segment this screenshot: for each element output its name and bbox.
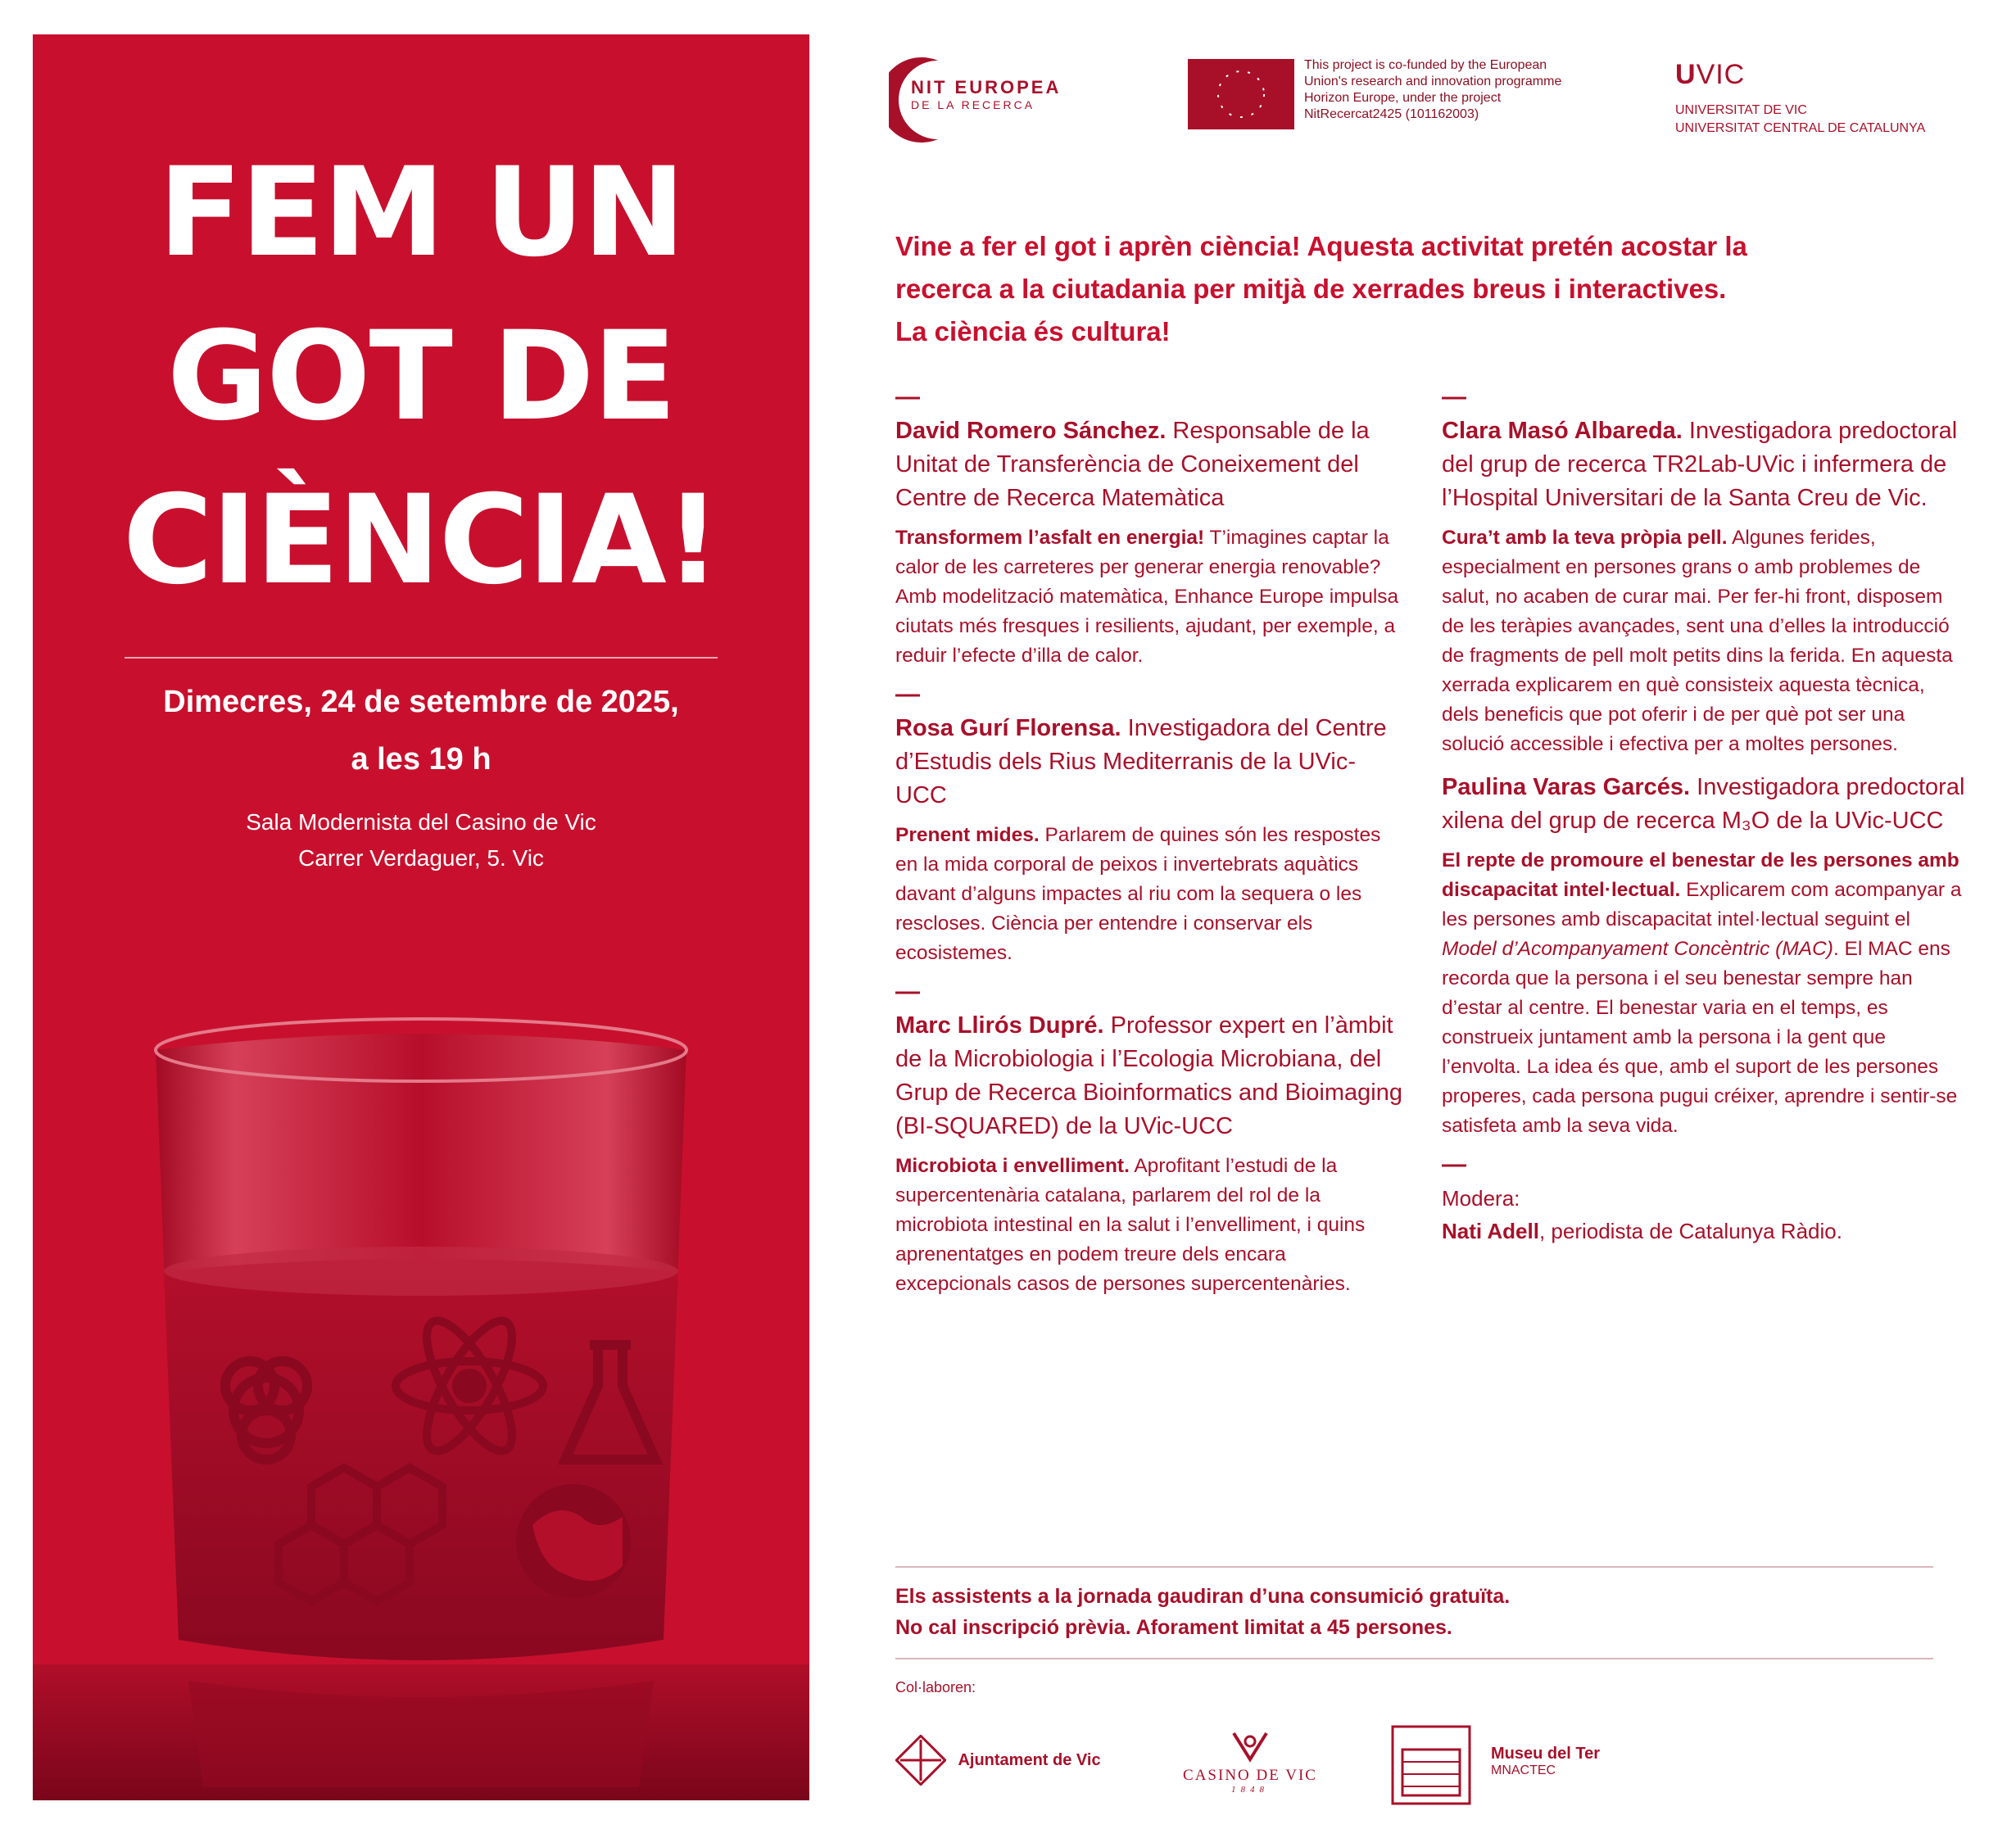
speaker-name: Marc Llirós Dupré. bbox=[895, 1012, 1104, 1039]
uvic-logo-text: VIC bbox=[1696, 59, 1746, 90]
footer-rule-top bbox=[895, 1566, 1933, 1568]
casino-name: CASINO DE VIC bbox=[1183, 1767, 1317, 1784]
uvic-sub-line: UNIVERSITAT DE VIC bbox=[1675, 103, 1807, 117]
intro-line: La ciència és cultura! bbox=[895, 316, 1171, 346]
talk-description bbox=[1442, 846, 1966, 1141]
venue-line-1: Sala Modernista del Casino de Vic bbox=[246, 809, 596, 835]
talk-title: Transformem l’asfalt en energia! bbox=[895, 527, 1205, 549]
uvic-logo bbox=[1675, 59, 1745, 91]
speaker-block bbox=[895, 385, 1403, 671]
speaker-role: Investigadora predoctoral del grup de recerca TR2Lab-UVic i infermera de l’Hospital Universitari de la Santa Creu de Vic. bbox=[1442, 418, 1958, 511]
moderator-role: , periodista de Catalunya Ràdio. bbox=[1538, 1219, 1842, 1243]
speaker-header bbox=[895, 1009, 1403, 1143]
speakers-column-1 bbox=[895, 385, 1403, 1311]
nit-europea-title: NIT EUROPEA bbox=[911, 77, 1062, 97]
speaker-role: Professor expert en l’àmbit de la Microbiologia i l’Ecologia Microbiana, del Grup de Recerca Bioinformatics and Bioimaging (BI-SQUARED) de la UVic-UCC bbox=[895, 1012, 1402, 1139]
talk-text-emphasis: Model d’Acompanyament Concèntric (MAC) bbox=[1442, 938, 1833, 960]
event-venue bbox=[33, 804, 809, 876]
museu-name: Museu del Ter bbox=[1491, 1745, 1600, 1763]
casino-logo bbox=[1168, 1730, 1332, 1795]
speaker-block bbox=[1442, 385, 1966, 759]
ajuntament-logo bbox=[895, 1735, 1101, 1786]
talk-text: . El MAC ens recorda que la persona i el seu benestar sempre han d’estar al centre. El benestar varia en el temps, es construeix juntament amb la persona i la gent que l’envolta. La idea és que, amb el suport de les persones properes, cada persona pugui créixer, aprendre i sentir-se satisfeta amb la seva vida. bbox=[1442, 938, 1958, 1137]
intro-line: recerca a la ciutadania per mitjà de xerrades breus i interactives. bbox=[895, 274, 1727, 304]
intro-text bbox=[895, 225, 1977, 353]
talk-description bbox=[1442, 523, 1966, 759]
notice-line: Els assistents a la jornada gaudiran d’una consumició gratuïta. bbox=[895, 1585, 1511, 1608]
talk-text: T’imagines captar la calor de les carreteres per generar energia renovable? Amb modelització matemàtica, Enhance Europe impulsa ciutats més fresques i resilients, ajudant, per exemple, a reduir l’efecte d’illa de calor. bbox=[895, 527, 1399, 667]
nit-europea-subtitle: DE LA RECERCA bbox=[911, 98, 1035, 111]
casino-emblem-icon bbox=[1225, 1730, 1275, 1763]
eu-text-line: This project is co-funded by the European bbox=[1304, 58, 1547, 72]
talk-title: Microbiota i envelliment. bbox=[895, 1155, 1130, 1177]
title-line-1: FEM UN bbox=[158, 142, 684, 284]
talk-text: Algunes ferides, especialment en persones grans o amb problemes de salut, no acaben de curar mai. Per fer-hi front, disposem de les teràpies avançades, sent una d’elles la introducció de fragments de pell molt petits dins la ferida. En aquesta xerrada explicarem en què consisteix aquesta tècnica, dels beneficis que pot oferir i de per què pot ser una solució accessible i efectiva per a moltes persones. bbox=[1442, 527, 1953, 755]
speaker-role: Responsable de la Unitat de Transferència de Coneixement del Centre de Recerca Matemàtica bbox=[895, 418, 1370, 511]
poster-title bbox=[33, 131, 809, 622]
museu-logo bbox=[1391, 1725, 1600, 1805]
speaker-name: David Romero Sánchez. bbox=[895, 418, 1167, 444]
casino-year: 1848 bbox=[1231, 1785, 1269, 1795]
speaker-name: Rosa Gurí Florensa. bbox=[895, 715, 1121, 741]
eu-text-line: Horizon Europe, under the project bbox=[1304, 91, 1502, 105]
attendance-notice bbox=[895, 1581, 1510, 1643]
speaker-header bbox=[1442, 414, 1966, 515]
collaborators-label: Col·laboren: bbox=[895, 1679, 976, 1695]
venue-line-2: Carrer Verdaguer, 5. Vic bbox=[298, 845, 544, 871]
globe-icon bbox=[516, 1484, 631, 1599]
uvic-logo-u: U bbox=[1675, 59, 1697, 90]
talk-text: Parlarem de quines són les respostes en la mida corporal de peixos i invertebrats aquàtics davant d’alguns impactes al riu com la sequera o les rescloses. Ciència per entendre i conservar els ecosistemes. bbox=[895, 824, 1381, 964]
uvic-sub-line: UNIVERSITAT CENTRAL DE CATALUNYA bbox=[1675, 121, 1926, 135]
date-line-2: a les 19 h bbox=[351, 742, 492, 776]
speaker-role: Investigadora predoctoral xilena del grup de recerca M₃O de la UVic-UCC bbox=[1442, 774, 1965, 834]
divider bbox=[125, 657, 718, 659]
liquid-surface bbox=[164, 1247, 678, 1296]
speaker-header bbox=[895, 712, 1403, 813]
ajuntament-shield-icon bbox=[895, 1735, 946, 1786]
talk-description bbox=[895, 1152, 1403, 1299]
eu-text-line: Union's research and innovation programme bbox=[1304, 75, 1562, 88]
talk-title: El repte de promoure el benestar de les persones amb discapacitat intel·lectual. bbox=[1442, 849, 1959, 901]
speakers-column-2 bbox=[1442, 385, 1966, 1247]
glass-illustration bbox=[33, 1001, 809, 1800]
talk-title: Cura’t amb la teva pròpia pell. bbox=[1442, 527, 1728, 549]
talk-description bbox=[895, 821, 1403, 968]
speaker-block bbox=[895, 980, 1403, 1299]
speaker-name: Clara Masó Albareda. bbox=[1442, 418, 1683, 444]
title-line-2: GOT DE bbox=[166, 306, 676, 448]
eu-funding-text bbox=[1304, 57, 1607, 123]
speaker-name: Paulina Varas Garcés. bbox=[1442, 774, 1691, 800]
talk-description bbox=[895, 523, 1403, 671]
footer-rule-bottom bbox=[895, 1658, 1933, 1659]
speaker-block bbox=[895, 682, 1403, 968]
notice-line: No cal inscripció prèvia. Aforament limitat a 45 persones. bbox=[895, 1616, 1452, 1639]
intro-line: Vine a fer el got i aprèn ciència! Aquesta activitat pretén acostar la bbox=[895, 231, 1747, 261]
moderator bbox=[1442, 1182, 1966, 1247]
talk-text: Aprofitant l’estudi de la supercentenària catalana, parlarem del rol de la microbiota intestinal en la salut i l’envelliment, i quins aprenentatges en podem treure dels encara excepcionals casos de persones supercentenàries. bbox=[895, 1155, 1366, 1295]
dash-separator: — bbox=[1442, 1151, 1466, 1178]
moderator-label: Modera: bbox=[1442, 1186, 1520, 1211]
museu-building-icon bbox=[1391, 1725, 1471, 1805]
title-line-3: CIÈNCIA! bbox=[122, 469, 720, 612]
speaker-header bbox=[895, 414, 1403, 515]
date-line-1: Dimecres, 24 de setembre de 2025, bbox=[163, 685, 679, 719]
moderator-name: Nati Adell bbox=[1442, 1219, 1539, 1243]
ajuntament-name: Ajuntament de Vic bbox=[958, 1750, 1101, 1769]
speaker-block bbox=[1442, 771, 1966, 1141]
eu-text-line: NitRecercat2425 (101162003) bbox=[1304, 107, 1479, 121]
speaker-role: Investigadora del Centre d’Estudis dels Rius Mediterranis de la UVic-UCC bbox=[895, 715, 1387, 808]
event-date bbox=[33, 673, 809, 788]
dash-separator: — bbox=[895, 383, 920, 410]
eu-flag-icon bbox=[1188, 59, 1294, 129]
speaker-header bbox=[1442, 771, 1966, 838]
dash-separator: — bbox=[1442, 383, 1466, 410]
museu-subtitle: MNACTEC bbox=[1491, 1763, 1556, 1777]
uvic-subtitle bbox=[1675, 102, 1925, 138]
dash-separator: — bbox=[895, 681, 920, 708]
poster-red-panel bbox=[33, 34, 809, 1800]
dash-separator: — bbox=[895, 978, 920, 1005]
talk-text: Explicarem com acompanyar a les persones amb discapacitat intel·lectual seguint el bbox=[1442, 879, 1962, 930]
talk-title: Prenent mides. bbox=[895, 824, 1040, 846]
